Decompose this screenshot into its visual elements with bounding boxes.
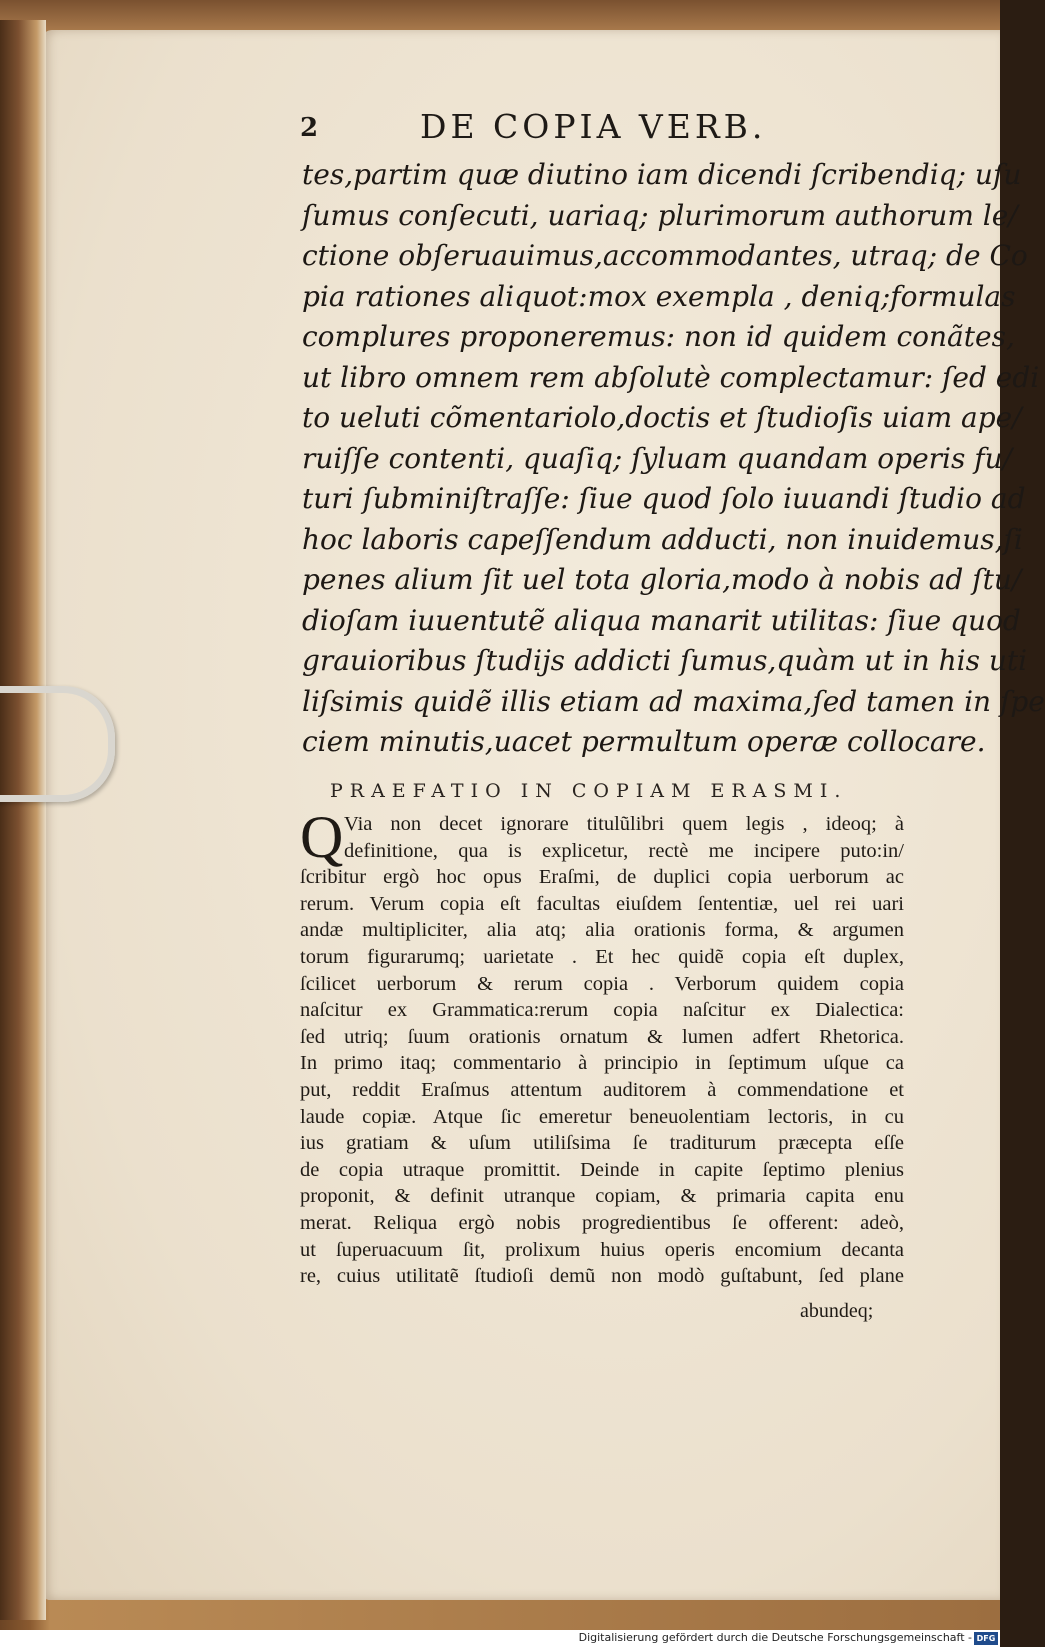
drop-cap: Q [300,804,344,870]
text-line: ſcribitur ergò hoc opus Eraſmi, de duplici copia uerborum ac [300,866,904,889]
text-line: put, reddit Eraſmus attentum auditorem à commendatione et [300,1078,904,1101]
text-line: grauioribus ſtudijs addicti ſumus,quàm ut in his uti [302,644,1028,677]
text-line: torum figurarumq; uarietate . Et hec quidẽ copia eſt duplex, [300,945,904,968]
text-line: ſed utriq; ſuum orationis ornatum & lumen adfert Rhetorica. [300,1025,904,1048]
running-title: DE COPIA VERB. [420,107,767,146]
text-line: ut libro omnem rem abſolutè complectamur: ſed edi [302,360,1040,394]
catchword: abundeq; [800,1300,874,1322]
text-line: dioſam iuuentutẽ aliqua manarit utilitas: ſiue quod [302,603,1021,637]
text-line: naſcitur ex Grammatica:rerum copia naſcitur ex Dialectica: [300,999,904,1022]
text-line: penes alium ſit uel tota gloria,modo à nobis ad ſtu/ [302,563,1022,596]
text-line: ciem minutis,uacet permultum operæ collocare. [302,725,986,758]
text-line: to ueluti cõmentariolo,doctis et ſtudioſis uiam ape/ [302,401,1022,434]
text-line: ius gratiam & uſum utiliſsima ſe traditurum præcepta eſſe [300,1132,904,1155]
dfg-logo[interactable]: DFG [974,1632,998,1645]
text-line: tes,partim quæ diutino iam dicendi ſcribendiq; uſu [302,158,1022,191]
text-line: merat. Reliqua ergò nobis progredientibus ſe offerent: adeò, [300,1211,904,1234]
text-line: ſumus conſecuti, uariaq; plurimorum authorum le/ [302,198,1018,232]
text-line: laude copiæ. Atque ſic emeretur beneuolentiam lectoris, in cu [300,1105,904,1128]
text-line: de copia utraque promittit. Deinde in capite ſeptimo plenius [300,1158,904,1181]
book-spine [0,20,46,1620]
text-line: rerum. Verum copia eſt facultas eiuſdem ſententiæ, uel rei uari [300,892,904,915]
text-line: definitione, qua is explicetur, rectè me incipere puto:in/ [344,839,904,862]
text-line: hoc laboris capeſſendum adducti, non inuidemus,ſi [302,522,1023,556]
page-number: 2 [300,113,319,143]
text-line: andæ multipliciter, alia atq; alia orationis forma, & argumen [300,919,904,942]
text-line: ſcilicet uerborum & rerum copia . Verborum quidem copia [300,972,904,995]
text-line: complures proponeremus: non id quidem conãtes, [302,320,1015,353]
footer-bar [0,1630,1000,1647]
text-line: ut ſuperuacuum ſit, prolixum huius operis encomium decanta [300,1238,904,1261]
text-line: proponit, & definit utranque copiam, & primaria capita enu [300,1185,904,1208]
text-line: pia rationes aliquot:mox exempla , deniq;formulas [302,279,1016,313]
text-line: turi ſubminiſtraſſe: ſiue quod ſolo iuuandi ſtudio ad [302,482,1026,515]
preface-text-block [300,804,904,1290]
text-line: Via non decet ignorare titulũlibri quem legis , ideoq; à [344,813,904,835]
text-line: ruiſſe contenti, quaſiq; ſyluam quandam operis fu/ [302,441,1013,475]
text-line: ctione obſeruauimus,accommodantes, utraq; de Co [302,239,1028,272]
page-header [300,107,780,149]
italic-text-block [302,155,1045,763]
funding-credit: Digitalisierung gefördert durch die Deutsche Forschungsgemeinschaft - [578,1631,972,1644]
text-line: liſsimis quidẽ illis etiam ad maxima,ſed tamen in ſpe [302,684,1045,718]
page-clip [0,686,115,802]
text-line: re, cuius utilitatẽ ſtudioſi demũ non modò guſtabunt, ſed plane [300,1265,904,1288]
preface-title: PRAEFATIO IN COPIAM ERASMI. [330,780,848,802]
text-line: In primo itaq; commentario à principio in ſeptimum uſque ca [300,1052,904,1075]
